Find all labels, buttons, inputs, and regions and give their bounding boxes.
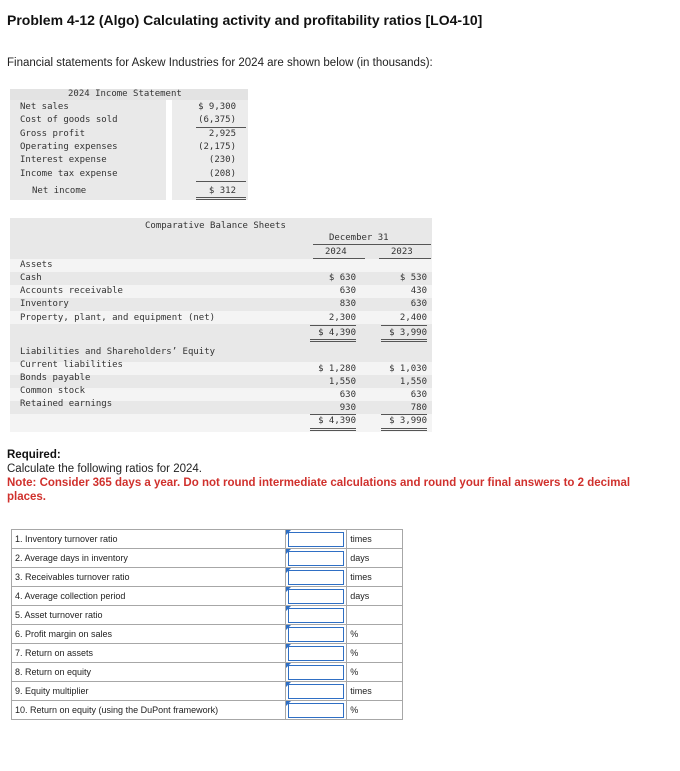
asset-turnover-input[interactable] <box>288 608 344 623</box>
asset-value-2023: 2,400 <box>399 313 427 323</box>
required-heading: Required: <box>7 449 61 461</box>
table-row <box>12 644 403 663</box>
table-row <box>12 663 403 682</box>
liability-label: Common stock <box>20 386 86 396</box>
required-text: Calculate the following ratios for 2024. <box>7 463 202 475</box>
asset-value-2024: $ 630 <box>328 273 356 283</box>
liability-value-2023: 780 <box>410 403 427 413</box>
unit-label: % <box>347 701 403 720</box>
asset-label: Inventory <box>20 299 69 309</box>
liabilities-heading: Liabilities and Shareholders’ Equity <box>20 347 216 357</box>
unit-label: days <box>347 549 403 568</box>
ratio-label: 6. Profit margin on sales <box>12 625 286 644</box>
ratio-label: 3. Receivables turnover ratio <box>12 568 286 587</box>
assets-heading: Assets <box>20 260 53 270</box>
days-in-inventory-input[interactable] <box>288 551 344 566</box>
liability-value-2023: 630 <box>410 390 427 400</box>
asset-value-2023: 630 <box>410 299 427 309</box>
unit-label: % <box>347 625 403 644</box>
inventory-turnover-input[interactable] <box>288 532 344 547</box>
income-row: Operating expenses (2,175) <box>20 142 236 152</box>
unit-label: times <box>347 568 403 587</box>
required-note: Note: Consider 365 days a year. Do not round intermediate calculations and round your final answers to 2 decimal places. <box>7 477 631 503</box>
liability-label: Current liabilities <box>20 360 123 370</box>
liability-value-2023: 1,550 <box>399 377 427 387</box>
liability-value-2023: $ 1,030 <box>389 364 427 374</box>
assets-total-2023: $ 3,990 <box>389 328 427 338</box>
equity-multiplier-input[interactable] <box>288 684 344 699</box>
asset-label: Cash <box>20 273 42 283</box>
income-row-net: Net income $ 312 <box>32 186 236 196</box>
receivables-turnover-input[interactable] <box>288 570 344 585</box>
income-statement-header <box>10 89 248 100</box>
asset-value-2023: $ 530 <box>399 273 427 283</box>
liability-value-2024: 1,550 <box>328 377 356 387</box>
asset-value-2023: 430 <box>410 286 427 296</box>
field-marker-icon <box>286 682 291 687</box>
table-row <box>12 606 403 625</box>
assets-total-2024: $ 4,390 <box>318 328 356 338</box>
table-row <box>12 625 403 644</box>
ratio-label: 9. Equity multiplier <box>12 682 286 701</box>
page-title: Problem 4-12 (Algo) Calculating activity and profitability ratios [LO4-10] <box>7 12 483 28</box>
income-row: Gross profit 2,925 <box>20 129 236 139</box>
income-row: Net sales $ 9,300 <box>20 102 236 112</box>
field-marker-icon <box>286 549 291 554</box>
collection-period-input[interactable] <box>288 589 344 604</box>
income-row: Cost of goods sold (6,375) <box>20 115 236 125</box>
field-marker-icon <box>286 663 291 668</box>
liab-total-2024: $ 4,390 <box>318 416 356 426</box>
return-on-equity-input[interactable] <box>288 665 344 680</box>
field-marker-icon <box>286 568 291 573</box>
table-row <box>12 530 403 549</box>
asset-label: Property, plant, and equipment (net) <box>20 313 216 323</box>
col-header-2023: 2023 <box>391 247 413 257</box>
balance-sheet <box>10 218 432 432</box>
field-marker-icon <box>286 587 291 592</box>
unit-label: % <box>347 663 403 682</box>
table-row <box>12 568 403 587</box>
unit-label: times <box>347 682 403 701</box>
balance-sheet-title: Comparative Balance Sheets <box>145 221 286 231</box>
ratio-label: 8. Return on equity <box>12 663 286 682</box>
total-rule <box>196 197 246 200</box>
income-row: Income tax expense (208) <box>20 169 236 179</box>
liab-total-2023: $ 3,990 <box>389 416 427 426</box>
unit-label: days <box>347 587 403 606</box>
unit-label <box>347 606 403 625</box>
field-marker-icon <box>286 701 291 706</box>
liability-label: Bonds payable <box>20 373 91 383</box>
field-marker-icon <box>286 644 291 649</box>
unit-label: % <box>347 644 403 663</box>
asset-value-2024: 2,300 <box>328 313 356 323</box>
intro-text: Financial statements for Askew Industries for 2024 are shown below (in thousands): <box>7 57 433 69</box>
liability-value-2024: $ 1,280 <box>318 364 356 374</box>
table-row <box>12 701 403 720</box>
table-row <box>12 587 403 606</box>
field-marker-icon <box>286 625 291 630</box>
field-marker-icon <box>286 530 291 535</box>
ratio-label: 10. Return on equity (using the DuPont framework) <box>12 701 286 720</box>
ratio-label: 2. Average days in inventory <box>12 549 286 568</box>
return-on-assets-input[interactable] <box>288 646 344 661</box>
ratio-label: 7. Return on assets <box>12 644 286 663</box>
asset-value-2024: 630 <box>339 286 356 296</box>
answer-table <box>11 529 403 720</box>
ratio-label: 1. Inventory turnover ratio <box>12 530 286 549</box>
table-row <box>12 682 403 701</box>
unit-label: times <box>347 530 403 549</box>
asset-label: Accounts receivable <box>20 286 123 296</box>
liability-value-2024: 930 <box>339 403 356 413</box>
col-header-2024: 2024 <box>325 247 347 257</box>
field-marker-icon <box>286 606 291 611</box>
income-row: Interest expense (230) <box>20 155 236 165</box>
required-section <box>7 448 672 504</box>
period-header: December 31 <box>329 233 389 243</box>
subtotal-rule <box>196 181 246 182</box>
ratio-label: 4. Average collection period <box>12 587 286 606</box>
ratio-label: 5. Asset turnover ratio <box>12 606 286 625</box>
income-statement <box>10 89 248 200</box>
income-statement-title: 2024 Income Statement <box>68 89 182 99</box>
liability-label: Retained earnings <box>20 399 113 409</box>
liability-value-2024: 630 <box>339 390 356 400</box>
asset-value-2024: 830 <box>339 299 356 309</box>
dupont-roe-input[interactable] <box>288 703 344 718</box>
table-row <box>12 549 403 568</box>
profit-margin-input[interactable] <box>288 627 344 642</box>
